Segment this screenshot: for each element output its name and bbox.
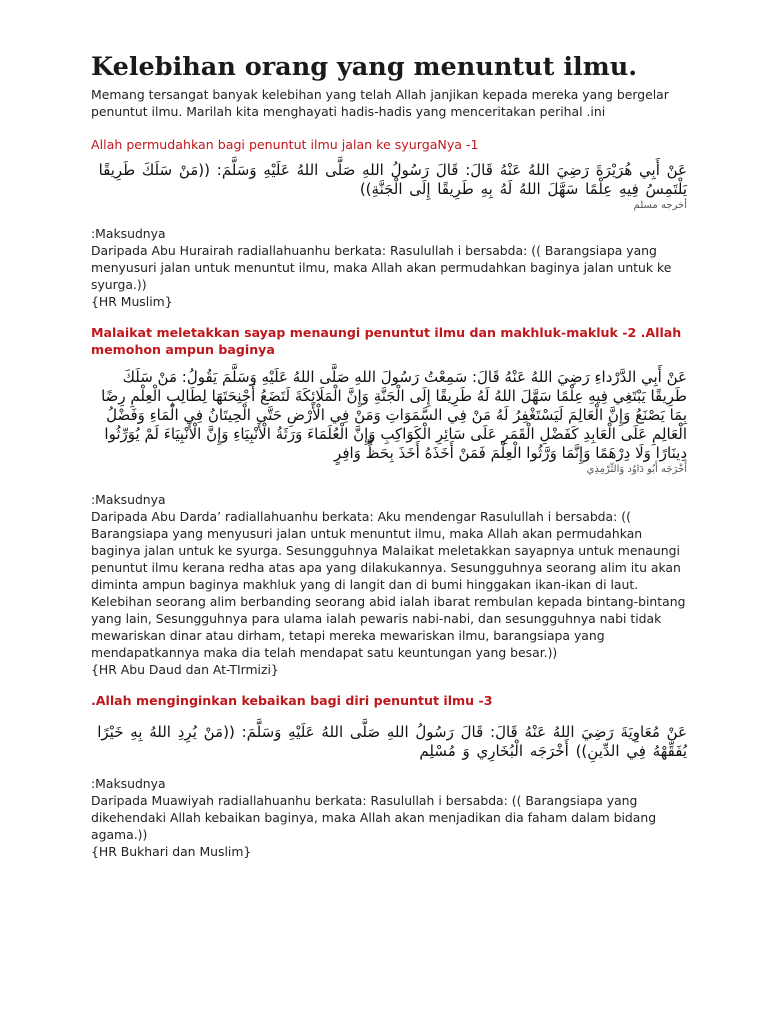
- section-3-arabic-hadith: عَنْ مُعَاوِيَةَ رَضِيَ اللهُ عَنْهُ قَالَ: قَالَ رَسُولُ اللهِ صَلَّى اللهُ عَلَيْهِ وَسَلَّمَ: ((مَنْ يُرِدِ اللهُ بِهِ خَيْرًا يُفَقِّهْهُ فِي الدِّينِ)) أَخْرَجَه الْبُخَارِي وَ مُسْلِم: [97, 723, 687, 760]
- section-3-reference: {HR Bukhari dan Muslim}: [91, 844, 252, 859]
- section-1-arabic-hadith: عَنْ أَبِي هُرَيْرَةَ رَضِيَ اللهُ عَنْهُ قَالَ: قَالَ رَسُولُ اللهِ صَلَّى اللهُ عَلَيْهِ وَسَلَّمَ: ((مَنْ سَلَكَ طَرِيقًا يَلْتَمِسُ فِيهِ عِلْمًا سَهَّلَ اللهُ لَهُ بِهِ طَرِيقًا إِلَى الْجَنَّةِ)): [98, 161, 687, 198]
- section-2-source: أَخْرَجَه أَبُو دَاوُد وَالتِّرْمِذِي: [586, 464, 687, 475]
- section-3-heading: .Allah menginginkan kebaikan bagi diri penuntut ilmu -3: [91, 693, 493, 708]
- page-title: Kelebihan orang yang menuntut ilmu.: [91, 52, 638, 82]
- section-1-heading: Allah permudahkan bagi penuntut ilmu jalan ke syurgaNya -1: [91, 137, 479, 152]
- section-1: [91, 136, 687, 310]
- section-3: [91, 692, 687, 860]
- section-2-translation: Daripada Abu Darda’ radiallahuanhu berkata: Aku mendengar Rasulullah i bersabda: (( Barangsiapa yang menyusuri jalan untuk menuntut ilmu, maka Allah akan permudahkan baginya jalan untuk ke syurga. Sesungguhnya Malaikat meletakkan sayapnya untuk menaungi penuntut ilmu kerana redha atas apa yang dilakukannya. Sesungguhnya seorang alim itu akan diminta ampun baginya makhluk yang di langit dan di bumi hinggakan ikan-ikan di laut. Kelebihan seorang alim berbanding seorang abid ialah ibarat rembulan kepada bintang-bintang yang lain, Sesungguhnya para ulama ialah pewaris nabi-nabi, dan sesungguhnya nabi tidak mewariskan dinar atau dirham, tetapi mereka mewariskan ilmu, barangsiapa yang mendapatkannya maka dia telah mendapat satu keuntungan yang besar.)): [91, 509, 686, 660]
- section-2-reference: {HR Abu Daud dan At-TIrmizi}: [91, 662, 279, 677]
- section-1-translation: Daripada Abu Hurairah radiallahuanhu berkata: Rasulullah i bersabda: (( Barangsiapa yang menyusuri jalan untuk menuntut ilmu, maka Allah akan permudahkan baginya jalan untuk ke syurga.)): [91, 243, 672, 292]
- section-2-heading: Malaikat meletakkan sayap menaungi penuntut ilmu dan makhluk-makluk -2 .Allah memohon ampun baginya: [91, 325, 682, 357]
- section-2-label: :Maksudnya: [91, 492, 166, 507]
- document-page: [91, 52, 687, 860]
- section-3-label: :Maksudnya: [91, 776, 166, 791]
- section-1-reference: {HR Muslim}: [91, 294, 173, 309]
- section-1-source: أخرجه مسلم: [633, 200, 687, 211]
- section-2: [91, 324, 687, 678]
- section-1-label: :Maksudnya: [91, 226, 166, 241]
- section-2-arabic-hadith: عَنْ أَبِي الدَّرْداءِ رَضِيَ اللهُ عَنْهُ قَالَ: سَمِعْتُ رَسُولَ اللهِ صَلَّى اللهُ عَلَيْهِ وَسَلَّمَ يَقُولُ: مَنْ سَلَكَ طَرِيقًا يَبْتَغِي فِيهِ عِلْمًا سَهَّلَ اللهُ لَهُ طَرِيقًا إِلَى الْجَنَّةِ وَإِنَّ الْمَلَائِكَةَ لَتَضَعُ أَجْنِحَتَهَا لِطَالِبِ الْعِلْمِ رِضًا بِمَا يَصْنَعُ وَإِنَّ الْعَالِمَ لَيَسْتَغْفِرُ لَهُ مَنْ فِي السَّمَوَاتِ وَمَنْ فِي الْأَرْضِ حَتَّى الْحِيتَانُ فِي الْمَاءِ وَفَضْلُ الْعَالِمِ عَلَى الْعَابِدِ كَفَضْلِ الْقَمَرِ عَلَى سَائِرِ الْكَوَاكِبِ وَإِنَّ الْعُلَمَاءَ وَرَثَةُ الْأَنْبِيَاءِ وَإِنَّ الْأَنْبِيَاءَ لَمْ يُوَرِّثُوا دِينَارًا وَلَا دِرْهَمًا وَإِنَّمَا وَرَّثُوا الْعِلْمَ فَمَنْ أَخَذَهُ أَخَذَ بِحَظٍّ وَافِرٍ: [101, 368, 687, 462]
- intro-paragraph: Memang tersangat banyak kelebihan yang telah Allah janjikan kepada mereka yang bergelar penuntut ilmu. Marilah kita menghayati hadis-hadis yang menceritakan perihal .ini: [91, 87, 669, 119]
- section-3-translation: Daripada Muawiyah radiallahuanhu berkata: Rasulullah i bersabda: (( Barangsiapa yang dikehendaki Allah kebaikan baginya, maka Allah akan menjadikan dia faham dalam bidang agama.)): [91, 793, 657, 842]
